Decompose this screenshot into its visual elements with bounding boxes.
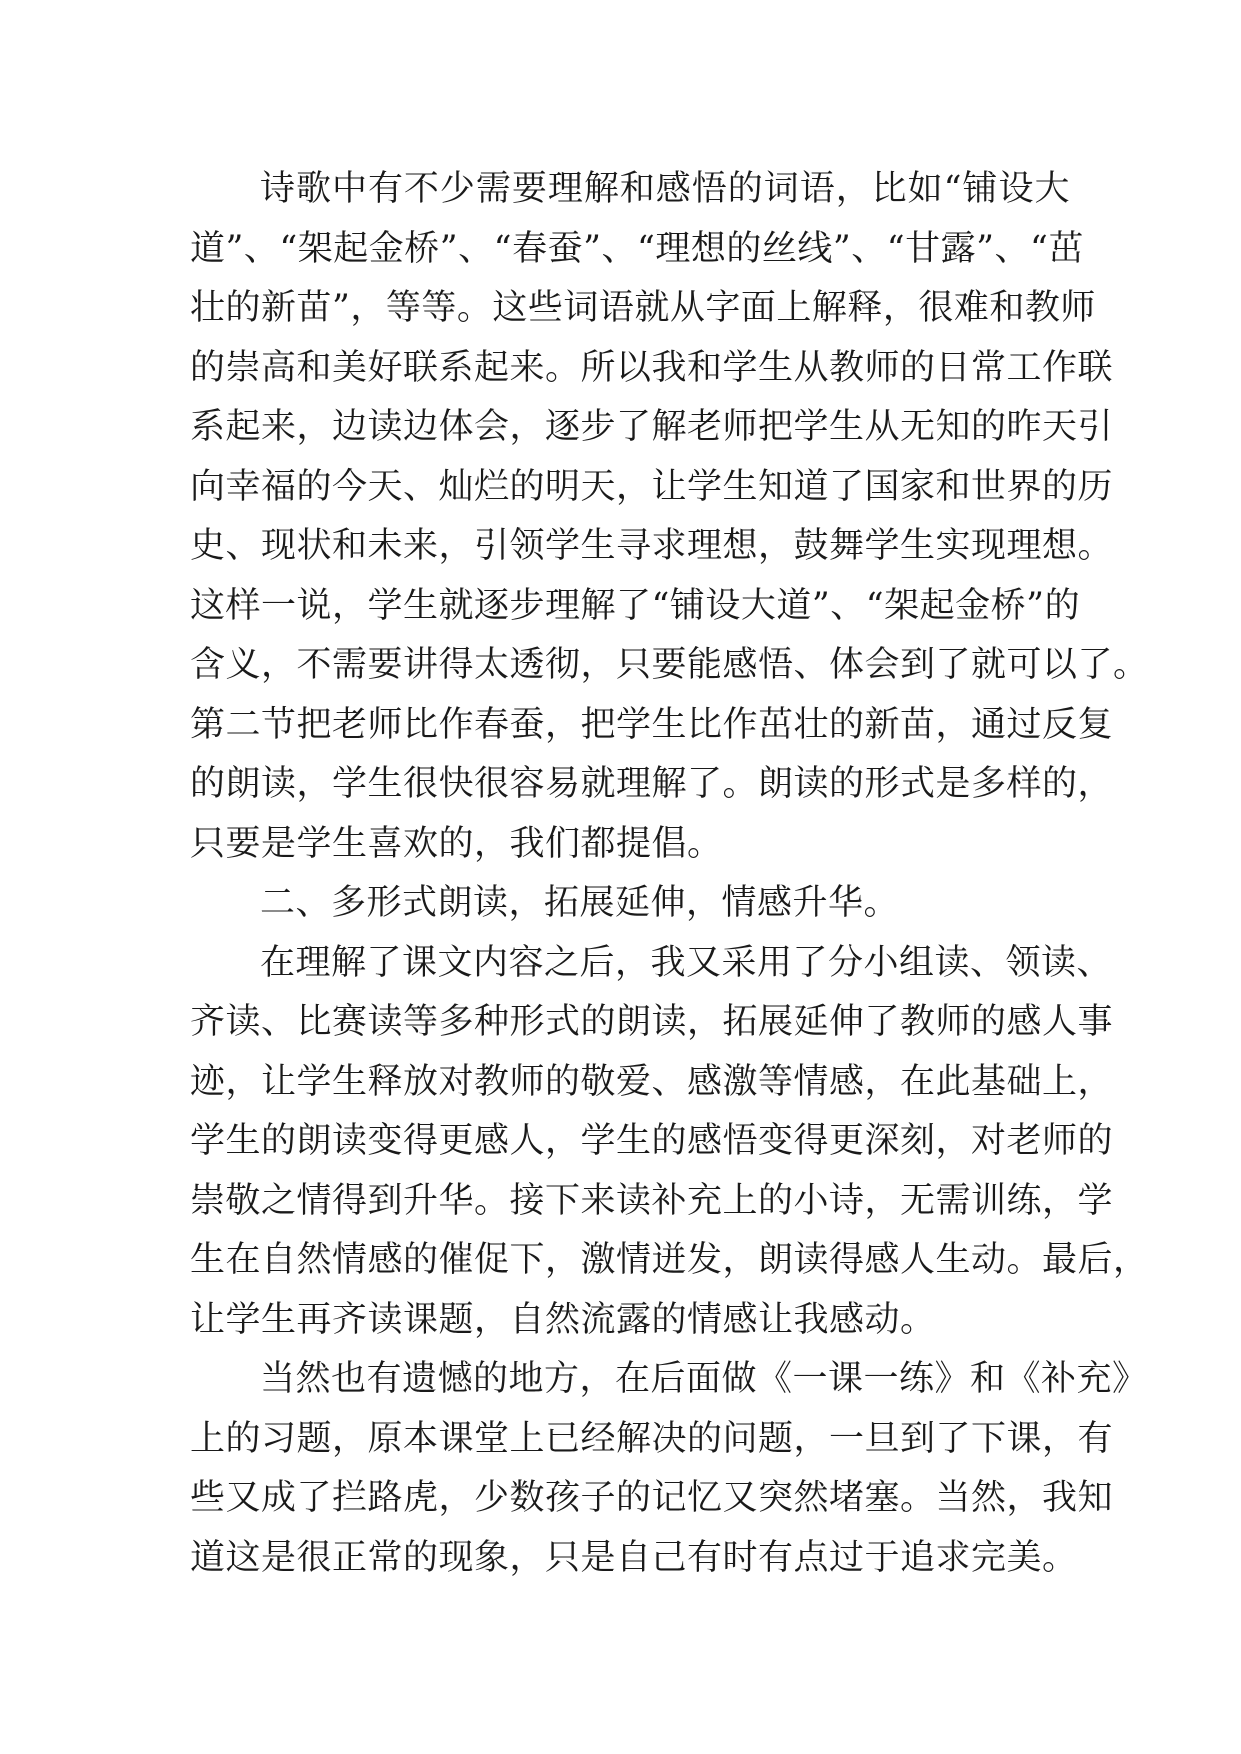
text-line: 只要是学生喜欢的，我们都提倡。 — [190, 823, 723, 864]
text-line: 第二节把老师比作春蚕，把学生比作茁壮的新苗，通过反复 — [190, 704, 1114, 745]
text-line: 史、现状和未来，引领学生寻求理想，鼓舞学生实现理想。 — [190, 526, 1114, 566]
text-line: 迹，让学生释放对教师的敬爱、感激等情感，在此基础上， — [190, 1061, 1114, 1102]
text-line: 些又成了拦路虎，少数孩子的记忆又突然堵塞。当然，我知 — [190, 1478, 1114, 1518]
text-line: 壮的新苗”，等等。这些词语就从字面上解释，很难和教师 — [190, 288, 1096, 328]
text-line: 生在自然情感的催促下，激情迸发，朗读得感人生动。最后， — [190, 1240, 1149, 1280]
text-line: 向幸福的今天、灿烂的明天，让学生知道了国家和世界的历 — [190, 466, 1114, 507]
text-line: 上的习题，原本课堂上已经解决的问题，一旦到了下课，有 — [190, 1418, 1114, 1459]
text-line: 在理解了课文内容之后，我又采用了分小组读、领读、 — [260, 942, 1113, 983]
text-line: 这样一说，学生就逐步理解了“铺设大道”、“架起金桥”的 — [190, 585, 1081, 626]
text-line: 道”、“架起金桥”、“春蚕”、“理想的丝线”、“甘露”、“茁 — [190, 228, 1084, 269]
heading-line: 二、多形式朗读，拓展延伸，情感升华。 — [260, 883, 900, 923]
section-heading — [190, 874, 1070, 934]
text-line: 齐读、比赛读等多种形式的朗读，拓展延伸了教师的感人事 — [190, 1002, 1114, 1042]
text-line: 当然也有遗憾的地方，在后面做《一课一练》和《补充》 — [260, 1359, 1148, 1399]
paragraph-2 — [190, 934, 1149, 1351]
paragraph-1 — [190, 160, 1149, 874]
text-line: 诗歌中有不少需要理解和感悟的词语，比如“铺设大 — [260, 169, 1070, 209]
paragraph-3 — [190, 1350, 1148, 1588]
text-line: 系起来，边读边体会，逐步了解老师把学生从无知的昨天引 — [190, 407, 1114, 447]
text-line: 道这是很正常的现象，只是自己有时有点过于追求完美。 — [190, 1537, 1078, 1578]
text-line: 含义，不需要讲得太透彻，只要能感悟、体会到了就可以了。 — [190, 645, 1149, 685]
text-line: 学生的朗读变得更感人，学生的感悟变得更深刻，对老师的 — [190, 1121, 1114, 1161]
document-body — [190, 160, 1149, 1588]
text-line: 让学生再齐读课题，自然流露的情感让我感动。 — [190, 1299, 936, 1340]
text-line: 的朗读，学生很快很容易就理解了。朗读的形式是多样的， — [190, 764, 1114, 804]
text-line: 崇敬之情得到升华。接下来读补充上的小诗，无需训练，学 — [190, 1180, 1114, 1221]
text-line: 的崇高和美好联系起来。所以我和学生从教师的日常工作联 — [190, 347, 1114, 388]
